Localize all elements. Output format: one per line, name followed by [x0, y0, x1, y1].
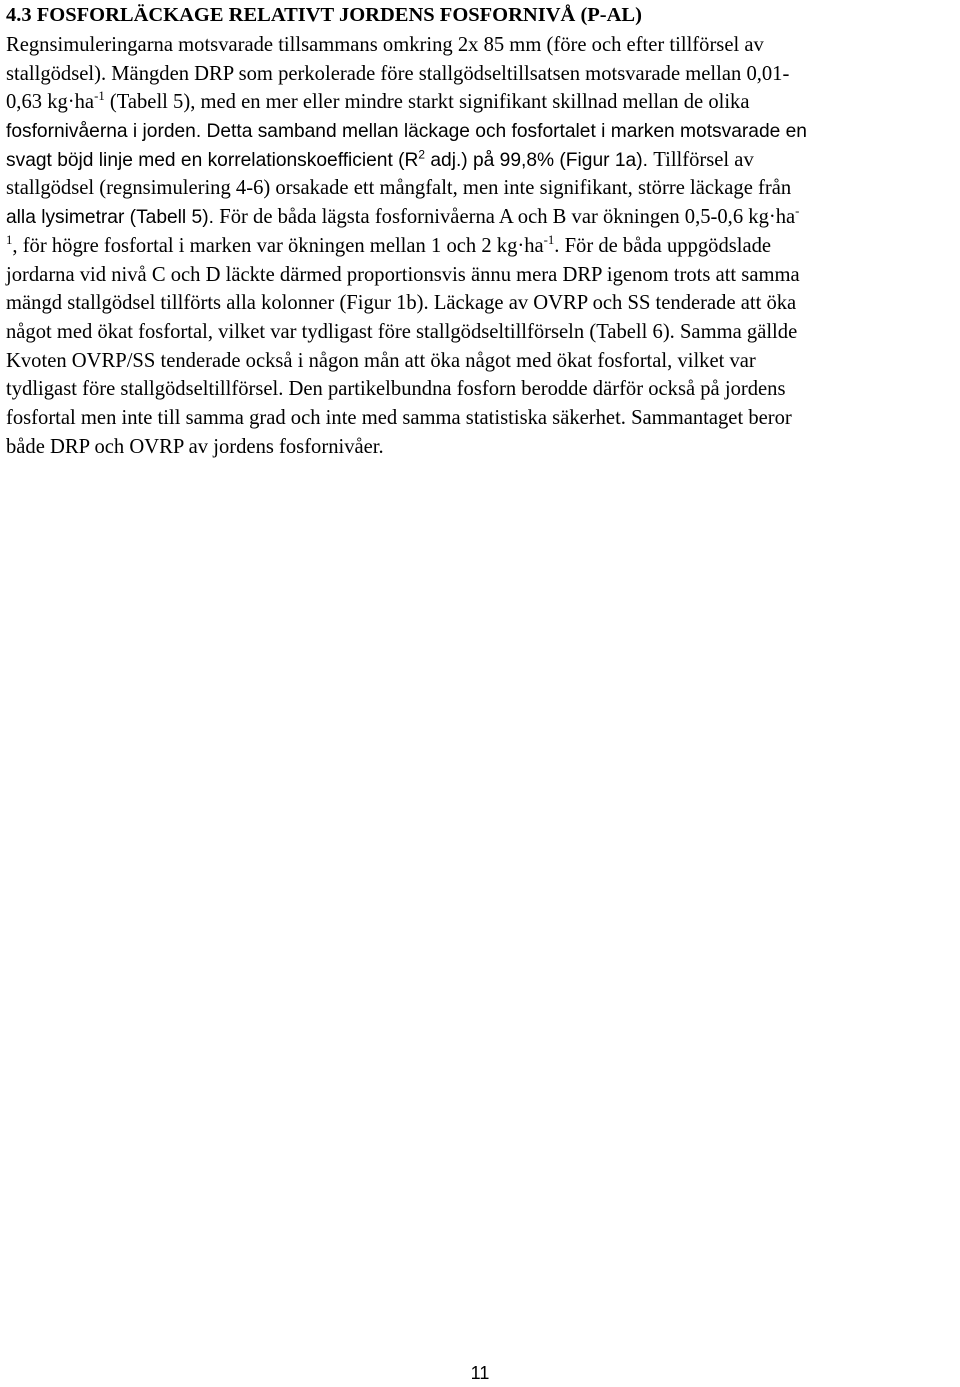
text-run: mängd stallgödsel tillförts alla kolonner (Figur 1b). Läckage av OVRP och SS tenderade att öka: [6, 292, 797, 315]
text-run: . För de båda uppgödslade: [554, 234, 772, 257]
text-run: För de båda lägsta fosfornivåerna A och B var ökningen 0,5-0,6 kg·ha: [219, 206, 796, 229]
text-line: [6, 117, 956, 146]
text-line: [6, 174, 956, 203]
text-line: [6, 289, 956, 318]
section-heading: 4.3 FOSFORLÄCKAGE RELATIVT JORDENS FOSFORNIVÅ (P-AL): [6, 4, 642, 26]
text-run: -: [795, 204, 800, 219]
text-line: [6, 375, 956, 404]
text-run: -1: [94, 89, 105, 104]
text-line: [6, 31, 956, 60]
text-run: både DRP och OVRP av jordens fosfornivåer.: [6, 435, 384, 458]
text-line: [6, 232, 956, 261]
text-run: alla lysimetrar (Tabell 5).: [6, 207, 220, 229]
text-run: Regnsimuleringarna motsvarade tillsammans omkring 2x 85 mm (före och efter tillförsel av: [6, 34, 764, 56]
body-paragraph: [6, 31, 956, 461]
text-line: [6, 347, 956, 376]
text-run: (Tabell 5), med en mer eller mindre starkt signifikant skillnad mellan de olika: [104, 91, 750, 114]
text-run: tydligast före stallgödseltillförsel. Den partikelbundna fosforn berodde därför också på jordens: [6, 378, 786, 401]
text-line: [6, 60, 956, 89]
text-run: något med ökat fosfortal, vilket var tydligast före stallgödseltillförseln (Tabell 6). Samma gällde: [6, 320, 798, 343]
text-line: [6, 203, 956, 232]
text-run: 2: [418, 147, 426, 162]
text-line: [6, 261, 956, 290]
text-line: [6, 318, 956, 347]
text-run: adj.) på 99,8% (Figur 1a).: [425, 149, 654, 171]
text-run: stallgödsel (regnsimulering 4-6) orsakade ett mångfalt, men inte signifikant, större läckage från: [6, 177, 792, 200]
text-line: [6, 404, 956, 433]
text-line: [6, 433, 956, 462]
text-line: [6, 146, 956, 175]
text-run: stallgödsel). Mängden DRP som perkolerade före stallgödseltillsatsen motsvarade mellan 0,01-: [6, 62, 790, 85]
text-line: [6, 88, 956, 117]
text-run: fosfortal men inte till samma grad och inte med samma statistiska säkerhet. Sammantaget beror: [6, 406, 792, 429]
page-number: 11: [470, 1363, 490, 1383]
text-run: jordarna vid nivå C och D läckte därmed proportionsvis ännu mera DRP igenom trots att samma: [6, 263, 800, 286]
text-run: Detta samband mellan läckage och fosfortalet i marken motsvarade en: [206, 121, 807, 143]
text-run: svagt böjd linje med en korrelationskoefficient (R: [6, 149, 419, 171]
text-run: , för högre fosfortal i marken var ökningen mellan 1 och 2 kg·ha: [12, 234, 544, 257]
text-run: fosfornivåerna i jorden.: [6, 121, 207, 143]
text-run: 0,63 kg·ha: [6, 91, 95, 114]
text-run: Kvoten OVRP/SS tenderade också i någon mån att öka något med ökat fosfortal, vilket var: [6, 349, 756, 372]
text-run: -1: [543, 232, 555, 247]
text-run: Tillförsel av: [653, 148, 754, 171]
text-run: 1: [6, 232, 13, 247]
